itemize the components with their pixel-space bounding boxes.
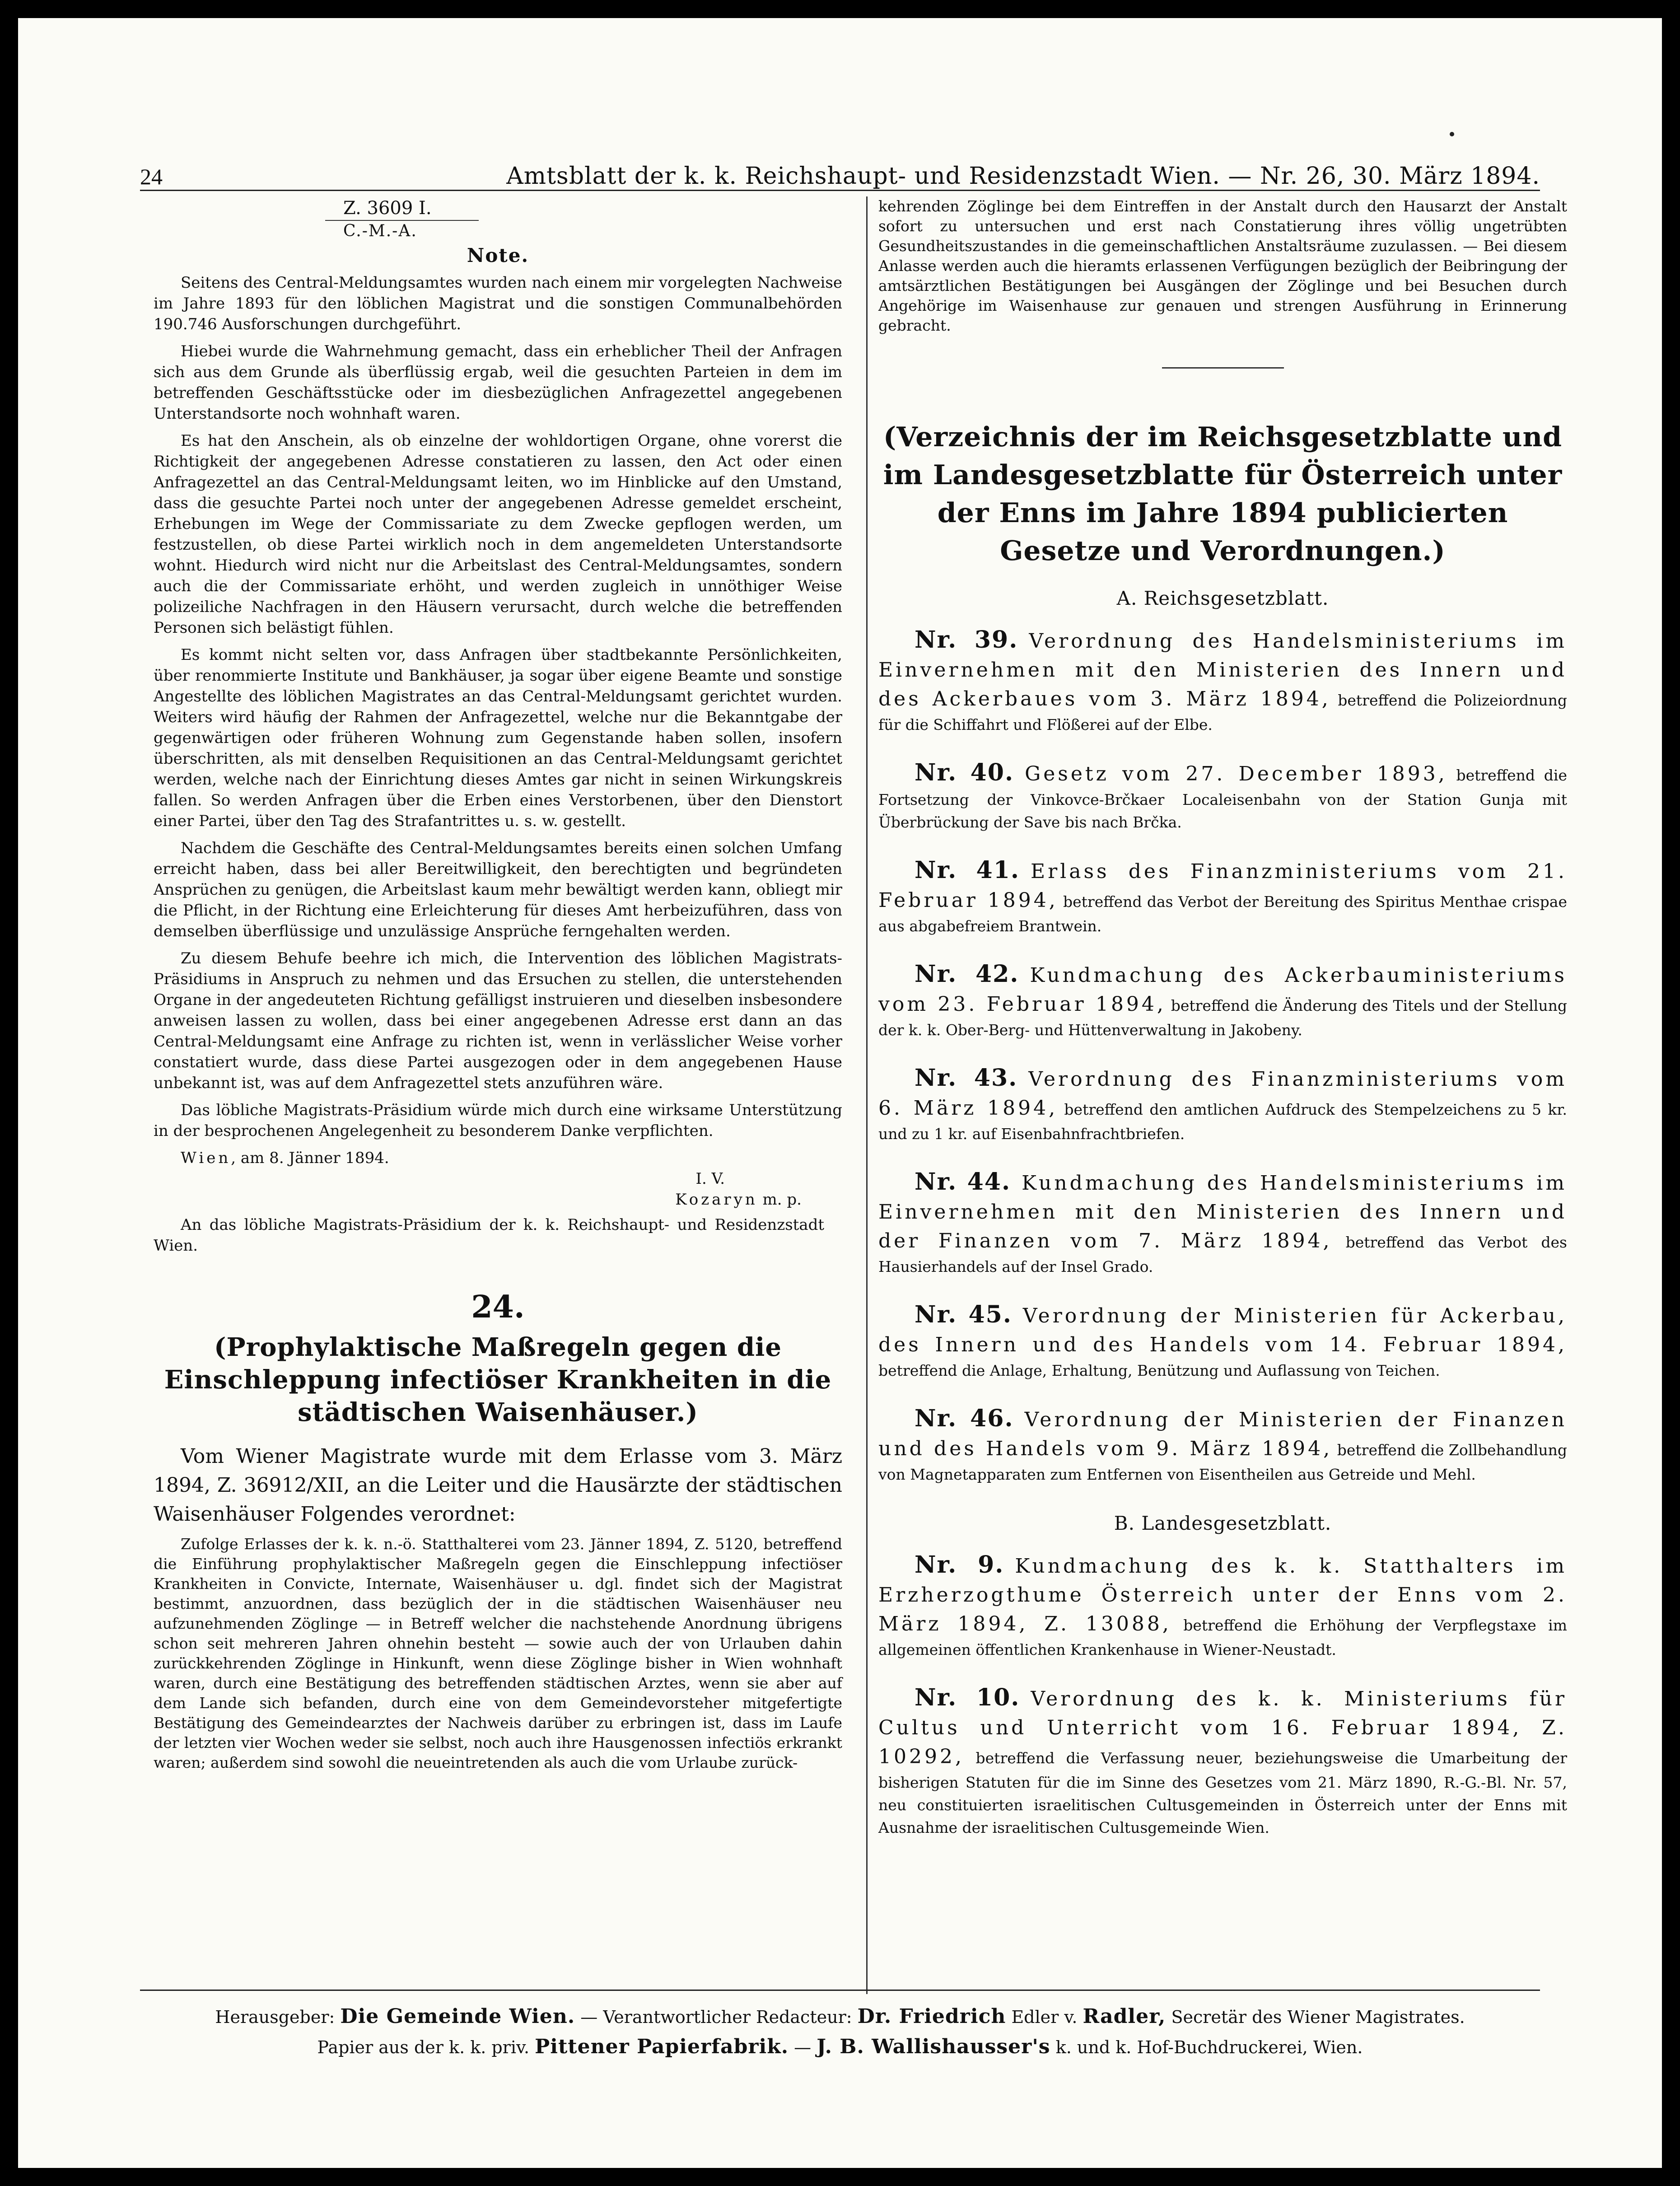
- subheading-landesgesetzblatt: B. Landesgesetzblatt.: [1114, 1512, 1332, 1534]
- entry-rest: betreffend die Polizeiordnung für die Schiffahrt und Flößerei auf der Elbe.: [878, 691, 1567, 733]
- imprint-editor-name: Radler,: [1083, 2005, 1166, 2028]
- entry-lead: Verordnung der Ministerien der Finanzen und des Handels vom 9. März 1894,: [878, 1408, 1567, 1460]
- entry-number: Nr. 46.: [915, 1405, 1014, 1432]
- entry-number: Nr. 45.: [915, 1301, 1012, 1328]
- list-entry: [878, 1302, 1567, 1382]
- entry-number: Nr. 43.: [915, 1064, 1018, 1092]
- imprint-text: — Verantwortlicher Redacteur:: [575, 2007, 858, 2027]
- entry-rest: betreffend das Verbot des Hausierhandels auf der Insel Grado.: [878, 1233, 1567, 1275]
- entry-rest: betreffend den amtlichen Aufdruck des Stempelzeichens zu 5 kr. und zu 1 kr. auf Eisenbahnfrachtbriefen.: [878, 1101, 1567, 1143]
- entry-rest: betreffend die Änderung des Titels und der Stellung der k. k. Ober-Berg- und Hüttenverwaltung in Jakobeny.: [878, 997, 1567, 1039]
- entry-rest: betreffend die Fortsetzung der Vinkovce-Brčkaer Localeisenbahn von der Station Gunja mit Überbrückung der Save bis nach Brčka.: [878, 766, 1567, 831]
- list-entry: [878, 961, 1567, 1042]
- note-paragraph: Hiebei wurde die Wahrnehmung gemacht, dass ein erheblicher Theil der Anfragen sich aus dem Grunde als überflüssig ergab, weil die gesuchten Parteien in dem im betreffenden Geschäftsstücke oder im diesbezüglichen Anfragezettel angegebenen Unterstandsorte noch wohnhaft waren.: [154, 342, 842, 423]
- imprint-text: k. und k. Hof-Buchdruckerei, Wien.: [1050, 2037, 1363, 2057]
- section-body: Zufolge Erlasses der k. k. n.-ö. Statthalterei vom 23. Jänner 1894, Z. 5120, betreffend die Einführung prophylaktischer Maßregeln gegen die Einschleppung infectiöser Krankheiten in Convicte, Internate, Waisenhäuser u. dgl. findet sich der Magistrat bestimmt, anzuordnen, dass bezüglich der in die städtischen Waisenhäuser neu aufzunehmenden Zöglinge — in Betreff welcher die nachstehende Anordnung übrigens schon seit mehreren Jahren ohnehin besteht — sowie auch der von Urlauben dahin zurückkehrenden Zöglinge in Hinkunft, wenn diese Zöglinge bisher in Wien wohnhaft waren, durch eine Bestätigung des betreffenden städtischen Arztes, wenn sie aber auf dem Lande sich befanden, durch eine von dem Gemeindevorsteher mitgefertigte Bestätigung des Gemeindearztes der Nachweis darüber zu erbringen ist, dass im Laufe der letzten vier Wochen weder sie selbst, noch auch ihre Hausgenossen infectiös erkrankt waren; außerdem sind sowohl die neueintretenden als auch die vom Urlaube zurück-: [154, 1535, 842, 1771]
- imprint-text: Herausgeber:: [215, 2007, 341, 2027]
- list-entry: [878, 627, 1567, 736]
- entry-number: Nr. 41.: [915, 856, 1020, 884]
- imprint-printer: J. B. Wallishausser's: [817, 2035, 1050, 2058]
- entry-lead: Kundmachung des Handelsministeriums im Einvernehmen mit den Ministerien des Innern und der Finanzen vom 7. März 1894,: [878, 1172, 1567, 1252]
- note-paragraph: Nachdem die Geschäfte des Central-Meldungsamtes bereits einen solchen Umfang erreicht haben, dass bei aller Bereitwilligkeit, den berechtigten und begründeten Ansprüchen zu genügen, die Arbeitslast kaum mehr bewältigt werden kann, obliegt mir die Pflicht, in der Richtung eine Erleichterung für dieses Amt herbeizuführen, dass von demselben überflüssige und unzulässige Ansprüche ferngehalten werden.: [154, 839, 842, 940]
- entry-lead: Kundmachung des k. k. Statthalters im Erzherzogthume Österreich unter der Enns vom 2. März 1894, Z. 13088,: [878, 1555, 1567, 1635]
- list-entry: [878, 1169, 1567, 1278]
- list-title: (Verzeichnis der im Reichsgesetzblatte und im Landesgesetzblatte für Österreich unter der Enns im Jahre 1894 publicierten Gesetze und Verordnungen.): [883, 421, 1563, 567]
- imprint-line-publisher: [140, 2002, 1540, 2032]
- entry-lead: Verordnung des Handelsministeriums im Einvernehmen mit den Ministerien des Innern und des Ackerbaues vom 3. März 1894,: [878, 630, 1567, 710]
- entry-number: Nr. 10.: [915, 1684, 1020, 1711]
- entry-rest: betreffend die Anlage, Erhaltung, Benützung und Auflassung von Teichen.: [878, 1362, 1440, 1379]
- entry-rest: betreffend das Verbot der Bereitung des Spiritus Menthae crispae aus abgabefreiem Brantwein.: [878, 893, 1567, 935]
- imprint-text: Secretär des Wiener Magistrates.: [1166, 2007, 1465, 2027]
- signature-ivb: I. V.: [695, 1170, 725, 1188]
- note-title: Note.: [467, 244, 529, 266]
- section-title: (Prophylaktische Maßregeln gegen die Einschleppung infectiöser Krankheiten in die städtischen Waisenhäuser.): [164, 1332, 832, 1427]
- imprint-publisher: Die Gemeinde Wien.: [340, 2005, 575, 2028]
- column-rule: [866, 196, 868, 1994]
- left-column: [154, 196, 842, 1773]
- list-entry: [878, 760, 1567, 834]
- subheading-reichsgesetzblatt: A. Reichsgesetzblatt.: [1116, 587, 1329, 609]
- section-intro: Vom Wiener Magistrate wurde mit dem Erlasse vom 3. März 1894, Z. 36912/XII, an die Leiter und die Hausärzte der städtischen Waisenhäuser Folgendes verordnet:: [154, 1445, 842, 1526]
- entry-rest: betreffend die Zollbehandlung von Magnetapparaten zum Entfernen von Eisentheilen aus Getreide und Mehl.: [878, 1441, 1567, 1483]
- entry-number: Nr. 39.: [915, 626, 1018, 654]
- signature-name: Kozaryn: [675, 1191, 758, 1209]
- entry-rest: betreffend die Erhöhung der Verpflegstaxe im allgemeinen öffentlichen Krankenhause in Wiener-Neustadt.: [878, 1616, 1567, 1658]
- ink-speck: [1450, 132, 1454, 136]
- entry-lead: Verordnung des k. k. Ministeriums für Cultus und Unterricht vom 16. Februar 1894, Z. 10292,: [878, 1687, 1567, 1768]
- note-paragraph: Es hat den Anschein, als ob einzelne der wohldortigen Organe, ohne vorerst die Richtigkeit der angegebenen Adresse constatieren zu lassen, den Act oder einen Anfragezettel an das Central-Meldungsamt leiten, wo im Hinblicke auf den Umstand, dass die gesuchte Partei noch unter der angegebenen Adresse gemeldet erscheint, Erhebungen im Wege der Commissariate zu dem Zwecke gepflogen werden, um festzustellen, ob diese Partei wirklich noch in dem angemeldeten Unterstandsorte wohnt. Hiedurch wird nicht nur die Arbeitslast des Central-Meldungsamtes, sondern auch die der Commissariate erhöht, und werden zugleich in unnöthiger Weise polizeiliche Nachfragen in den Häusern verursacht, durch welche die betreffenden Personen sich belästigt fühlen.: [154, 432, 842, 637]
- running-head: [140, 154, 1540, 191]
- signature-mp: m. p.: [757, 1191, 802, 1209]
- newspaper-page: [18, 18, 1662, 2168]
- entry-lead: Gesetz vom 27. December 1893,: [1025, 762, 1447, 785]
- note-paragraph: Das löbliche Magistrats-Präsidium würde mich durch eine wirksame Unterstützung in der besprochenen Angelegenheit zu besonderem Danke verpflichten.: [154, 1101, 842, 1140]
- right-column: [878, 196, 1567, 1863]
- dateline-place: Wien: [181, 1149, 231, 1167]
- list-entry: [878, 1685, 1567, 1839]
- note-department: C.-M.-A.: [325, 220, 479, 242]
- imprint-editor-title: Dr. Friedrich: [857, 2005, 1006, 2028]
- signature-line: [154, 1189, 842, 1210]
- note-addressee: An das löbliche Magistrats-Präsidium der k. k. Reichshaupt- und Residenzstadt Wien.: [154, 1216, 824, 1255]
- imprint-text: —: [789, 2037, 817, 2057]
- imprint-text: Papier aus der k. k. priv.: [317, 2037, 535, 2057]
- note-dateline: [154, 1148, 842, 1168]
- list-entry: [878, 1552, 1567, 1661]
- entry-number: Nr. 42.: [915, 960, 1019, 988]
- note-paragraph: Zu diesem Behufe beehre ich mich, die Intervention des löblichen Magistrats-Präsidiums in Anspruch zu nehmen und das Ersuchen zu stellen, die unterstehenden Organe in der angedeuteten Richtung gefälligst instruieren und dieselben insbesondere anweisen lassen zu wollen, dass bei einer angegebenen Adresse erst dann an das Central-Meldungsamt eine Anfrage zu richten ist, wenn in verlässlicher Weise vorher constatiert wurde, dass diese Partei ausgezogen oder in dem angegebenen Hause unbekannt ist, was auf dem Anfragezettel stets anzuführen wäre.: [154, 949, 842, 1092]
- list-entry: [878, 857, 1567, 938]
- imprint-text: Edler v.: [1006, 2007, 1083, 2027]
- entry-rest: betreffend die Verfassung neuer, beziehungsweise die Umarbeitung der bisherigen Statuten für die im Sinne des Gesetzes vom 21. März 1890, R.-G.-Bl. Nr. 57, neu constituierten israelitischen Cultusgemeinden in Österreich unter der Enns mit Ausnahme der israelitischen Cultusgemeinde Wien.: [878, 1749, 1567, 1836]
- section-continuation: kehrenden Zöglinge bei dem Eintreffen in der Anstalt durch den Hausarzt der Anstalt sofort zu untersuchen und erst nach Constatierung ihres völlig ungetrübten Gesundheitszustandes in die gemeinschaftlichen Anstaltsräume zuzulassen. — Bei diesem Anlasse werden auch die hieramts erlassenen Verfügungen bezüglich der Beibringung der amtsärztlichen Bestätigungen bei Ausgängen der Zöglinge und bei Besuchen durch Angehörige im Waisenhause zur genauen und strengen Ausführung in Erinnerung gebracht.: [878, 197, 1567, 334]
- imprint-line-printer: [140, 2032, 1540, 2062]
- list-entry: [878, 1065, 1567, 1145]
- entry-number: Nr. 9.: [915, 1551, 1004, 1579]
- entry-lead: Verordnung der Ministerien für Ackerbau, des Innern und des Handels vom 14. Februar 1894,: [878, 1304, 1567, 1356]
- imprint-footer: [140, 1990, 1540, 2062]
- entry-lead: Erlass des Finanzministeriums vom 21. Februar 1894,: [878, 860, 1567, 912]
- list-entry: [878, 1406, 1567, 1486]
- note-paragraph: Seitens des Central-Meldungsamtes wurden nach einem mir vorgelegten Nachweise im Jahre 1893 für den löblichen Magistrat und die sonstigen Communalbehörden 190.746 Ausforschungen durchgeführt.: [154, 274, 842, 333]
- entry-number: Nr. 44.: [915, 1168, 1011, 1196]
- entry-number: Nr. 40.: [915, 759, 1014, 786]
- page-number: 24: [140, 164, 163, 189]
- note-reference: Z. 3609 I.: [343, 198, 432, 219]
- entry-lead: Verordnung des Finanzministeriums vom 6. März 1894,: [878, 1068, 1568, 1120]
- imprint-paper-mill: Pittener Papierfabrik.: [535, 2035, 789, 2058]
- entry-lead: Kundmachung des Ackerbauministeriums vom 23. Februar 1894,: [878, 964, 1568, 1016]
- masthead-title: Amtsblatt der k. k. Reichshaupt- und Residenzstadt Wien. — Nr. 26, 30. März 1894.: [506, 163, 1540, 190]
- dateline-date: , am 8. Jänner 1894.: [231, 1149, 389, 1167]
- note-paragraph: Es kommt nicht selten vor, dass Anfragen über stadtbekannte Persönlichkeiten, über renommierte Institute und Bankhäuser, ja sogar über eigene Beamte und sonstige Angestellte des löblichen Magistrates an das Central-Meldungsamt gerichtet wurden. Weiters wird häufig der Rahmen der Anfragezettel, welche nur die Bekanntgabe der gegenwärtigen oder früheren Wohnung zum Gegenstande haben sollen, insofern überschritten, als mit denselben Requisitionen an das Central-Meldungsamt gerichtet werden, welche nach der Einrichtung dieses Amtes gar nicht in seinen Wirkungskreis fallen. So werden Anfragen über die Erben eines Verstorbenen, über den Dienstort einer Partei, über den Tag des Strafantrittes u. s. w. gestellt.: [154, 646, 842, 830]
- section-divider: [1162, 367, 1284, 369]
- section-number: 24.: [471, 1289, 525, 1325]
